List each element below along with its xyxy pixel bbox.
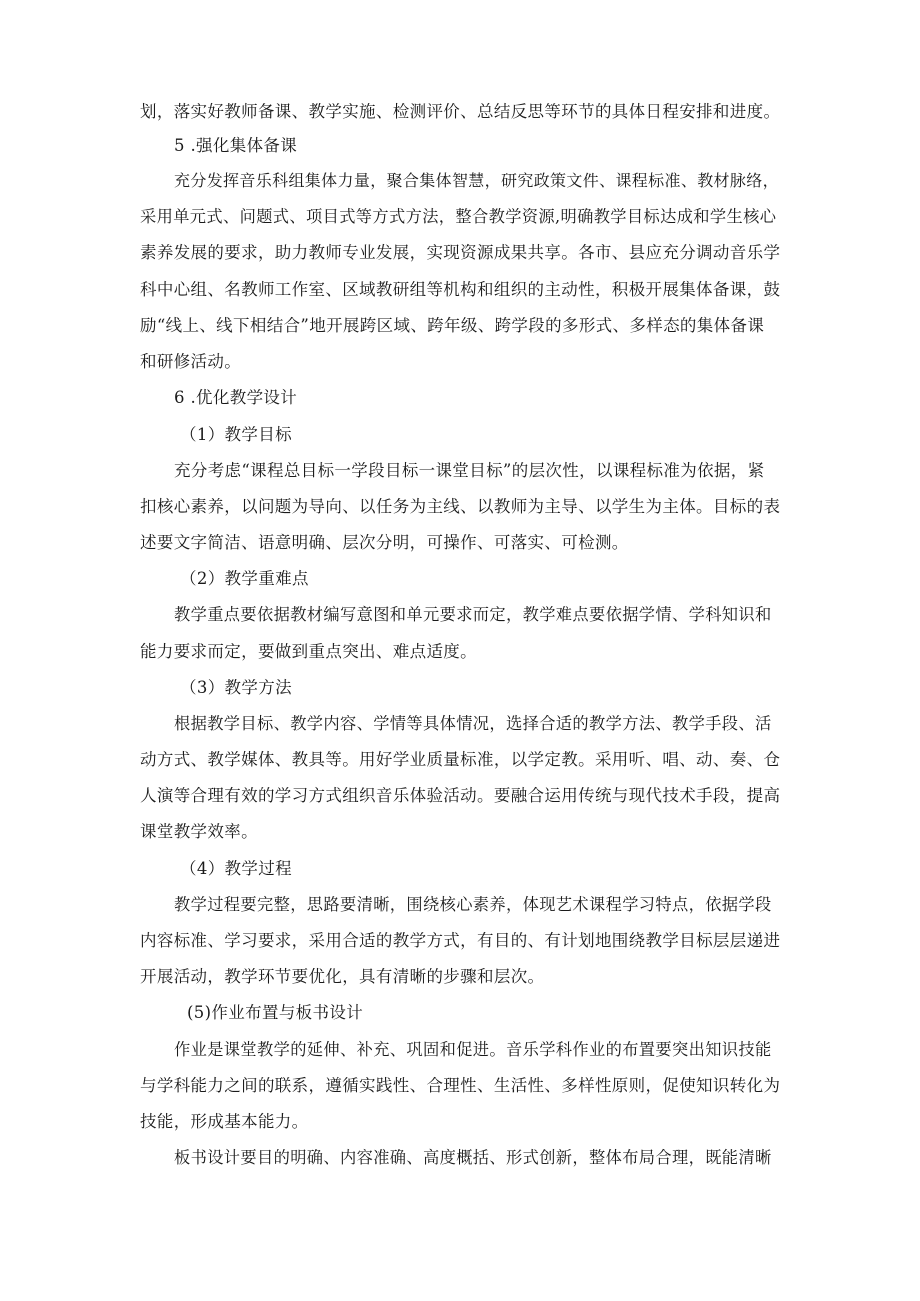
body-line: 扣核心素养，以问题为导向、以任务为主线、以教师为主导、以学生为主体。目标的表	[140, 497, 781, 516]
subheading-teaching-goals: （1）教学目标	[180, 425, 292, 444]
body-line: 能力要求而定，要做到重点突出、难点适度。	[140, 642, 477, 661]
body-line: 教学过程要完整，思路要清晰，围绕核心素养，体现艺术课程学习特点，依据学段	[174, 895, 772, 914]
body-line: 与学科能力之间的联系，遵循实践性、合理性、生活性、多样性原则，促使知识转化为	[140, 1076, 781, 1095]
body-line: 充分发挥音乐科组集体力量，聚合集体智慧，研究政策文件、课程标准、教材脉络，	[174, 171, 779, 190]
body-line: 采用单元式、问题式、项目式等方式方法，整合教学资源,明确教学目标达成和学生核心	[140, 207, 777, 226]
body-line: 素养发展的要求，助力教师专业发展，实现资源成果共享。各市、县应充分调动音乐学	[140, 243, 781, 262]
body-line: 技能，形成基本能力。	[140, 1112, 309, 1131]
body-line: 课堂教学效率。	[140, 822, 258, 841]
body-line: 励“线上、线下相结合”地开展跨区域、跨年级、跨学段的多形式、多样态的集体备课	[140, 316, 765, 335]
subheading-teaching-process: （4）教学过程	[180, 859, 292, 878]
body-line: 划，落实好教师备课、教学实施、检测评价、总结反思等环节的具体日程安排和进度。	[140, 102, 781, 121]
section-heading-5: 5 .强化集体备课	[174, 136, 298, 155]
body-line: 人演等合理有效的学习方式组织音乐体验活动。要融合运用传统与现代技术手段，提高	[140, 786, 781, 805]
body-line: 述要文字简洁、语意明确、层次分明，可操作、可落实、可检测。	[140, 533, 629, 552]
subheading-key-points: （2）教学重难点	[180, 569, 309, 588]
body-line: 板书设计要目的明确、内容准确、高度概括、形式创新，整体布局合理，既能清晰	[174, 1148, 772, 1167]
body-line: 教学重点要依据教材编写意图和单元要求而定，教学难点要依据学情、学科知识和	[174, 605, 772, 624]
body-line: 内容标准、学习要求，采用合适的教学方式，有目的、有计划地围绕教学目标层层递进	[140, 931, 781, 950]
body-line: 开展活动，教学环节要优化，具有清晰的步骤和层次。	[140, 967, 545, 986]
body-line: 动方式、教学媒体、教具等。用好学业质量标准，以学定教。采用听、唱、动、奏、仓	[140, 750, 781, 769]
body-line: 科中心组、名教师工作室、区域教研组等机构和组织的主动性，积极开展集体备课，鼓	[140, 280, 781, 299]
body-line: 作业是课堂教学的延伸、补充、巩固和促进。音乐学科作业的布置要突出知识技能	[174, 1040, 772, 1059]
body-line: 充分考虑“课程总目标一学段目标一课堂目标”的层次性，以课程标准为依据，紧	[174, 461, 765, 480]
section-heading-6: 6 .优化教学设计	[174, 388, 298, 407]
subheading-homework-board: (5)作业布置与板书设计	[187, 1003, 364, 1022]
subheading-teaching-methods: （3）教学方法	[180, 678, 292, 697]
body-line: 根据教学目标、教学内容、学情等具体情况，选择合适的教学方法、教学手段、活	[174, 714, 772, 733]
body-line: 和研修活动。	[140, 352, 242, 371]
